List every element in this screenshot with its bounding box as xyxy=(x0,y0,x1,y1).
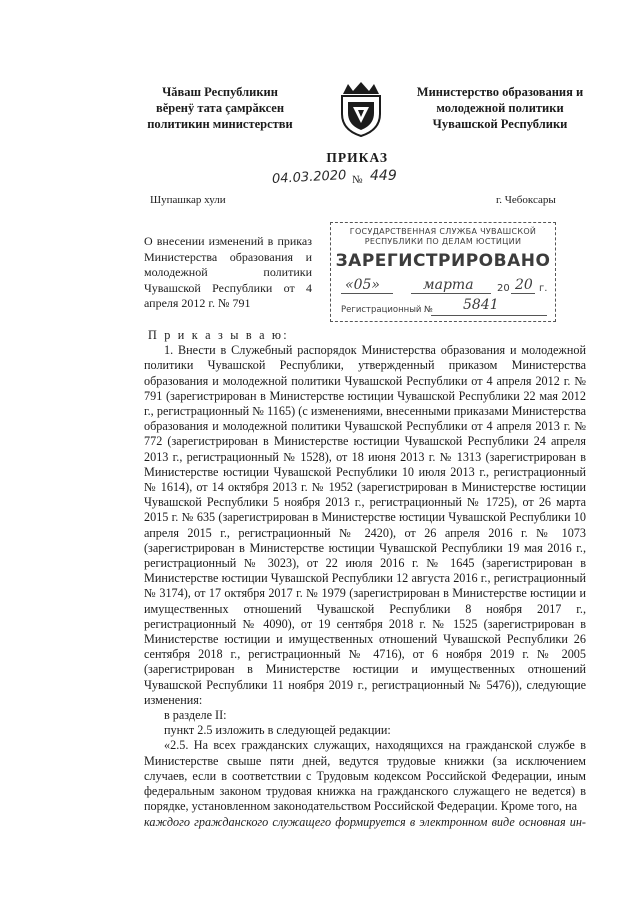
stamp-agency-line: ГОСУДАРСТВЕННАЯ СЛУЖБА ЧУВАШСКОЙ xyxy=(349,227,537,236)
city-name-russian: г. Чебоксары xyxy=(496,194,556,206)
ministry-name-line: вĕренÿ тата çамрăксен xyxy=(155,101,285,115)
stamp-registered-label: ЗАРЕГИСТРИРОВАНО xyxy=(335,251,551,271)
order-last-line-text: каждого гражданского служащего формируется в электронном виде основная ин- xyxy=(144,814,586,829)
ministry-name-line: Чăваш Республикин xyxy=(162,85,278,99)
stamp-underline xyxy=(341,293,393,294)
stamp-year-suffix: г. xyxy=(539,283,548,294)
ministry-name-russian xyxy=(400,84,600,132)
stamp-day: «05» xyxy=(345,277,380,293)
stamp-month: марта xyxy=(423,277,474,293)
stamp-reg-number: 5841 xyxy=(463,297,499,313)
order-directive: П р и к а з ы в а ю: xyxy=(148,328,289,342)
order-section-line: в разделе II: xyxy=(164,708,227,723)
order-subject: О внесении изменений в приказ Министерства образования и молодежной политики Чувашской Республики от 4 апреля 2012 г. № 791 xyxy=(144,234,312,310)
city-name-chuvash: Шупашкар хули xyxy=(150,194,226,206)
ministry-name-line: молодежной политики xyxy=(436,101,564,115)
order-body xyxy=(144,328,586,830)
ministry-name-line: Чувашской Республики xyxy=(432,117,568,131)
registration-stamp xyxy=(330,222,556,322)
stamp-reg-label: Регистрационный № xyxy=(341,305,433,315)
stamp-underline xyxy=(411,293,491,294)
handwritten-order-date: 04.03.2020 xyxy=(271,168,347,187)
ministry-name-chuvash xyxy=(120,84,320,132)
ministry-name-line: политикин министерстви xyxy=(147,117,293,131)
stamp-underline xyxy=(431,315,547,316)
order-point-line: пункт 2.5 изложить в следующей редакции: xyxy=(164,723,391,738)
coat-of-arms-emblem-icon xyxy=(336,80,386,138)
handwritten-order-number: 449 xyxy=(370,168,397,184)
ministry-name-line: Министерство образования и xyxy=(416,85,584,99)
document-title: ПРИКАЗ xyxy=(326,150,388,165)
order-quoted-text: «2.5. На всех гражданских служащих, находящихся на гражданской службе в Министерстве свыше пяти дней, ведутся трудовые книжки (за исключением случаев, если в соответствии с Трудовым кодексом Российской Федерации, иным федеральным законом трудовая книжка на гражданского служащего не ведется) в порядке, установленном законодательством Российской Федерации. Кроме того, на xyxy=(144,738,586,814)
order-paragraph-1: 1. Внести в Служебный распорядок Министерства образования и молодежной политики Чувашской Республики, утвержденный приказом Министерства образования и молодежной политики Чувашской Республики от 4 апреля 2012 г. № 791 (зарегистрирован в Министерстве юстиции Чувашской Республики 22 мая 2012 г., регистрационный № 1165) (с изменениями, внесенными приказами Министерства образования и молодежной политики Чувашской Республики от 4 апреля 2013 г. № 772 (зарегистрирован в Министерстве юстиции Чувашской Республики 24 апреля 2013 г., регистрационный № 1528), от 18 июня 2013 г. № 1313 (зарегистрирован в Министерстве юстиции Чувашской Республики 10 июля 2013 г., регистрационный № 1614), от 14 октября 2013 г. № 1952 (зарегистрирован в Министерстве юстиции Чувашской Республики 5 ноября 2013 г., регистрационный № 1725), от 26 марта 2015 г. № 635 (зарегистрирован в Министерстве юстиции Чувашской Республики 10 апреля 2015 г., регистрационный № 2420), от 26 апреля 2016 г. № 1073 (зарегистрирован в Министерстве юстиции Чувашской Республики 19 мая 2016 г., регистрационный № 3023), от 22 июля 2016 г. № 1645 (зарегистрирован в Министерстве юстиции Чувашской Республики 12 августа 2016 г., регистрационный № 3174), от 17 октября 2017 г. № 1979 (зарегистрирован в Министерстве юстиции и имущественных отношений Чувашской Республики 8 ноября 2017 г., регистрационный № 4090), от 19 сентября 2018 г. № 1525 (зарегистрирован в Министерстве юстиции и имущественных отношений Чувашской Республики 26 сентября 2018 г., регистрационный № 4716), от 6 ноября 2019 г. № 2005 (зарегистрирован в Министерстве юстиции и имущественных отношений Чувашской Республики 11 ноября 2019 г., регистрационный № 5476)), следующие изменения: xyxy=(144,343,586,707)
order-last-line xyxy=(144,815,586,830)
stamp-underline xyxy=(511,293,535,294)
stamp-year: 20 xyxy=(515,277,533,293)
stamp-agency-line: РЕСПУБЛИКИ ПО ДЕЛАМ ЮСТИЦИИ xyxy=(364,237,522,246)
stamp-year-prefix: 20 xyxy=(497,283,510,294)
order-number-sign: № xyxy=(352,174,363,186)
